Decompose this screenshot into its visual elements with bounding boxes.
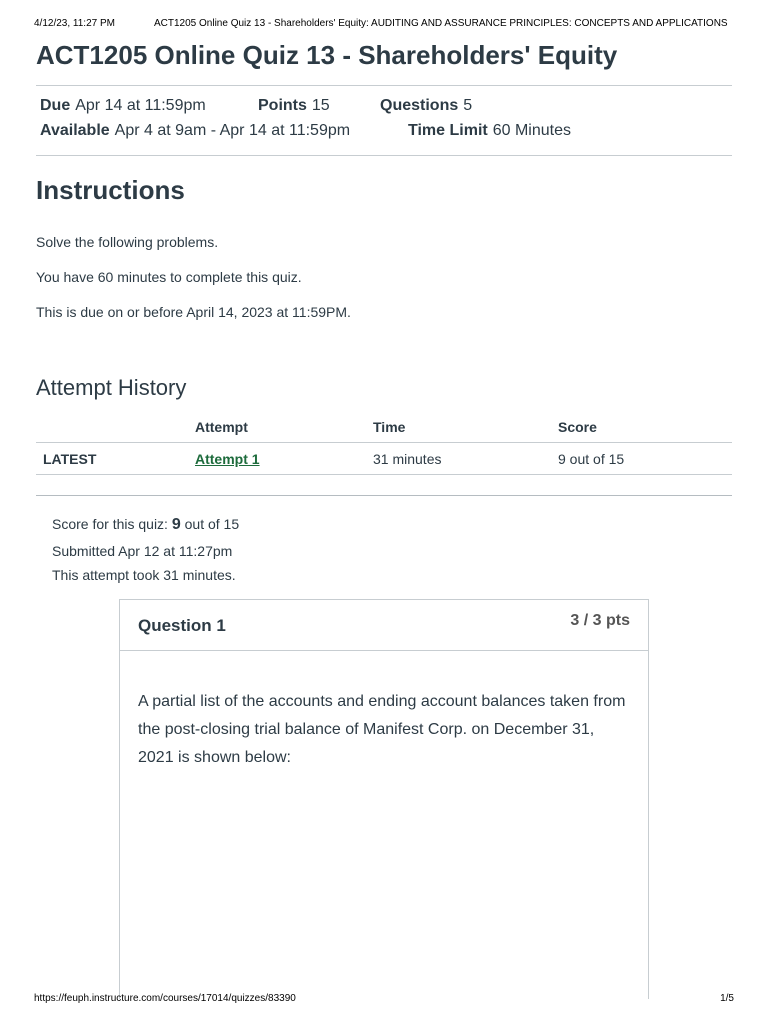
print-header — [34, 18, 734, 29]
table-divider — [36, 442, 732, 443]
due-value: Apr 14 at 11:59pm — [75, 97, 206, 114]
quiz-meta-row-1 — [40, 97, 740, 117]
quiz-meta-row-2 — [40, 122, 740, 142]
quiz-score-line — [52, 516, 239, 534]
attempt-score: 9 out of 15 — [558, 451, 625, 467]
divider — [36, 85, 732, 86]
column-header-score: Score — [558, 419, 597, 435]
points-value: 15 — [311, 97, 330, 114]
print-datetime: 4/12/23, 11:27 PM — [34, 18, 115, 29]
quiz-title: ACT1205 Online Quiz 13 - Shareholders' Equity — [36, 40, 618, 70]
question-card — [119, 599, 649, 999]
submitted-line: Submitted Apr 12 at 11:27pm — [52, 543, 233, 559]
instructions-heading: Instructions — [36, 175, 185, 205]
points-field — [258, 97, 330, 115]
instruction-line: You have 60 minutes to complete this quiz. — [36, 269, 302, 285]
questions-field — [380, 97, 472, 115]
questions-label: Questions — [380, 97, 459, 114]
due-field — [40, 97, 206, 115]
available-value: Apr 4 at 9am - Apr 14 at 11:59pm — [114, 122, 351, 139]
print-page-number: 1/5 — [720, 993, 734, 1004]
available-field — [40, 122, 350, 140]
score-value: 9 — [171, 516, 181, 533]
question-header — [120, 600, 648, 651]
time-limit-value: 60 Minutes — [492, 122, 571, 139]
score-prefix: Score for this quiz: — [52, 516, 168, 532]
question-title: Question 1 — [138, 616, 226, 635]
due-label: Due — [40, 97, 71, 114]
question-points: 3 / 3 pts — [570, 612, 630, 629]
time-limit-label: Time Limit — [408, 122, 488, 139]
print-page-title: ACT1205 Online Quiz 13 - Shareholders' Equity: AUDITING AND ASSURANCE PRINCIPLES: CONCEPTS AND APPLICATIONS — [154, 18, 728, 29]
table-divider — [36, 474, 732, 475]
divider — [36, 155, 732, 156]
instruction-line: This is due on or before April 14, 2023 at 11:59PM. — [36, 304, 351, 320]
divider — [36, 495, 732, 496]
points-label: Points — [258, 97, 307, 114]
attempt-1-link[interactable]: Attempt 1 — [195, 451, 260, 467]
time-limit-field — [408, 122, 571, 140]
column-header-attempt: Attempt — [195, 419, 248, 435]
question-text: A partial list of the accounts and ending account balances taken from the post-closing trial balance of Manifest Corp. on December 31, 2021 is shown below: — [138, 693, 626, 766]
duration-line: This attempt took 31 minutes. — [52, 567, 236, 583]
print-url: https://feuph.instructure.com/courses/17014/quizzes/83390 — [34, 993, 296, 1004]
attempt-time: 31 minutes — [373, 451, 442, 467]
attempt-history-heading: Attempt History — [36, 375, 187, 400]
column-header-time: Time — [373, 419, 406, 435]
score-suffix: out of 15 — [184, 516, 240, 532]
print-footer — [34, 993, 734, 1004]
instruction-line: Solve the following problems. — [36, 234, 219, 250]
questions-value: 5 — [463, 97, 473, 114]
latest-label: LATEST — [43, 451, 97, 467]
available-label: Available — [40, 122, 110, 139]
